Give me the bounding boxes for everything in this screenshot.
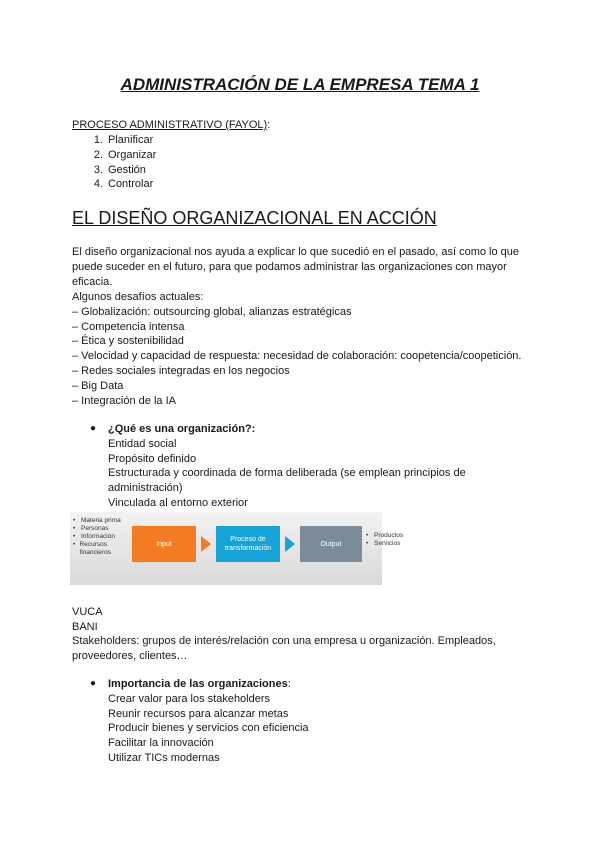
diagram-output-item [366, 540, 426, 548]
desafio-item: – Velocidad y capacidad de respuesta: necesidad de colaboración: coopetencia/coopetición. [72, 350, 522, 363]
bullet-icon: ● [90, 678, 97, 689]
diagram-output-item [366, 532, 426, 540]
list-text: Planificar [108, 134, 154, 146]
desafio-item: – Ética y sostenibilidad [72, 335, 184, 348]
organizacion-heading: ¿Qué es una organización?: [108, 423, 256, 435]
importancia-item: Producir bienes y servicios con eficiencia [108, 722, 309, 735]
desafios-heading: Algunos desafíos actuales: [72, 291, 204, 303]
importancia-heading-row [90, 677, 550, 692]
importancia-item: Facilitar la innovación [108, 737, 214, 750]
diagram-input-label: Información [81, 533, 115, 540]
list-item [72, 133, 156, 148]
list-text: Gestión [108, 163, 146, 176]
bani-text: BANI [72, 620, 98, 633]
bullet-icon: • [73, 533, 76, 540]
desafio-item: – Big Data [72, 379, 124, 392]
organizacion-section [90, 422, 550, 511]
diagram-input-item [73, 525, 129, 533]
diagram-input-item [73, 533, 129, 541]
stakeholders-paragraph: Stakeholders: grupos de interés/relación con una empresa u organización. Empleados, proveedores, clientes… [72, 635, 496, 662]
diagram-input-label: Materia prima [81, 517, 121, 524]
organizacion-item: Propósito definido [108, 452, 197, 465]
proceso-heading-colon: : [267, 119, 271, 131]
bullet-icon: • [366, 532, 369, 539]
input-output-diagram [70, 512, 404, 585]
diagram-input-label: Recursos financieros [79, 541, 111, 556]
list-item [72, 163, 156, 178]
vuca-text: VUCA [72, 606, 103, 618]
bullet-icon: ● [90, 423, 97, 434]
document-title: ADMINISTRACIÓN DE LA EMPRESA TEMA 1 [120, 75, 480, 94]
list-number: 3. [93, 163, 103, 176]
importancia-heading-colon: : [287, 678, 291, 690]
list-text: Controlar [108, 178, 154, 191]
diagram-output-label: Servicios [374, 540, 401, 547]
importancia-item: Utilizar TICs modernas [108, 751, 220, 764]
bullet-icon: • [73, 525, 76, 532]
diagram-input-item [73, 517, 129, 525]
importancia-item: Crear valor para los stakeholders [108, 692, 271, 705]
organizacion-item: Entidad social [108, 437, 177, 450]
list-number: 2. [93, 148, 103, 161]
arrow-right-icon [201, 536, 211, 552]
desafio-item: – Globalización: outsourcing global, alianzas estratégicas [72, 305, 352, 318]
bullet-icon: • [73, 541, 76, 548]
desafio-item: – Redes sociales integradas en los negocios [72, 364, 290, 377]
proceso-list [72, 133, 156, 192]
bullet-icon: • [73, 517, 76, 524]
desafio-item: – Integración de la IA [72, 394, 176, 407]
bullet-icon: • [366, 540, 369, 547]
list-item [72, 177, 156, 192]
diagram-output-box: Output [300, 526, 362, 562]
acronyms [72, 605, 103, 635]
list-number: 1. [93, 134, 103, 146]
diagram-process-box: Proceso de transformación [216, 526, 280, 562]
desafio-item: – Competencia intensa [72, 320, 185, 333]
importancia-heading: Importancia de las organizaciones [108, 678, 288, 690]
importancia-item: Reunir recursos para alcanzar metas [108, 707, 289, 720]
list-text: Organizar [108, 148, 157, 161]
section-heading: EL DISEÑO ORGANIZACIONAL EN ACCIÓN [72, 208, 437, 228]
diagram-inputs [73, 517, 129, 557]
proceso-heading-text: PROCESO ADMINISTRATIVO (FAYOL) [72, 119, 268, 131]
desafios-block [72, 290, 542, 408]
list-number: 4. [93, 178, 103, 191]
diagram-input-label: Personas [81, 525, 109, 532]
proceso-heading [72, 118, 270, 133]
importancia-section [90, 677, 550, 766]
diagram-output-label: Productos [374, 532, 404, 539]
organizacion-item: Estructurada y coordinada de forma deliberada (se emplean principios de administración) [108, 467, 466, 495]
diagram-input-box: Input [132, 526, 196, 562]
intro-paragraph: El diseño organizacional nos ayuda a explicar lo que sucedió en el pasado, así como lo que puede suceder en el futuro, para que podamos administrar las organizaciones con mayor eficacia. [72, 246, 520, 288]
diagram-input-item [73, 541, 129, 557]
diagram-outputs [366, 532, 426, 548]
organizacion-heading-row [90, 422, 550, 437]
organizacion-item: Vinculada al entorno exterior [108, 496, 248, 509]
arrow-right-icon [285, 536, 295, 552]
list-item [72, 148, 156, 163]
